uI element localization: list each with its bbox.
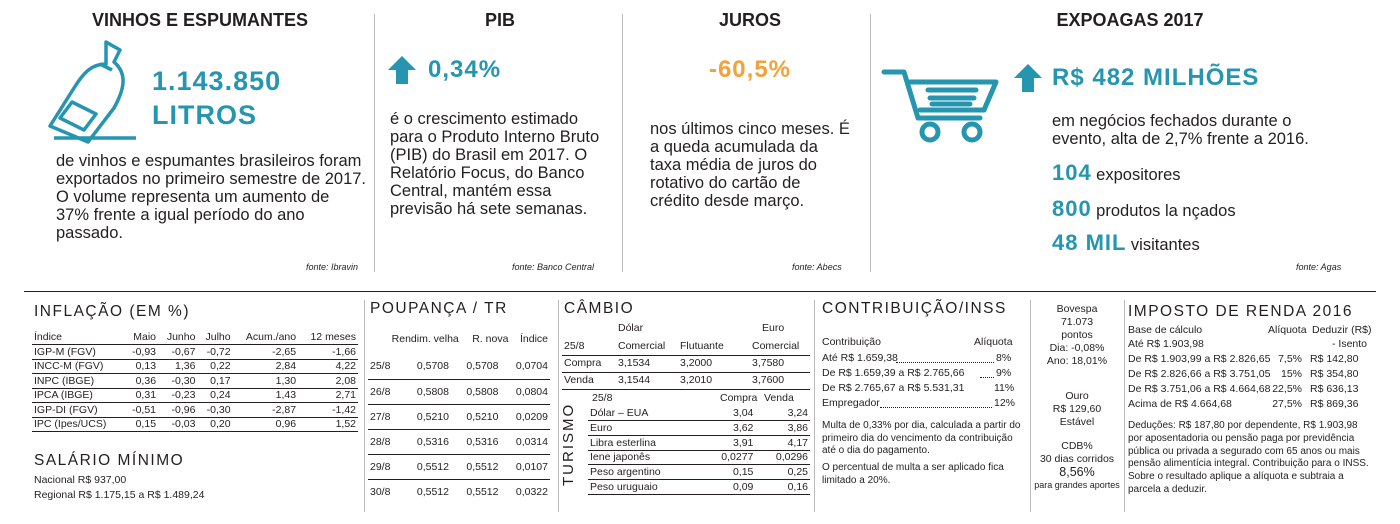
arrow-up-icon xyxy=(1012,62,1044,94)
expoagas-text: em negócios fechados durante o evento, alta de 2,7% frente a 2016. xyxy=(1052,112,1309,148)
inflacao-title: INFLAÇÃO (EM %) xyxy=(34,303,190,320)
inss-aliquota-header: Alíquota xyxy=(974,336,1013,348)
inss-note-1: Multa de 0,33% por dia, calculada a partir do primeiro dia do vencimento da contribuição até o dia do pagamento. xyxy=(822,420,1021,456)
table-row xyxy=(32,374,358,389)
table-row xyxy=(32,345,358,360)
arrow-up-icon xyxy=(386,54,418,86)
cambio-cell: 3,7580 xyxy=(752,357,785,369)
table-header xyxy=(32,330,358,345)
stat-label: expositores xyxy=(1096,166,1181,184)
stat-label: produtos la nçados xyxy=(1096,202,1236,220)
ir-note: Deduções: R$ 187,80 por dependente, R$ 1.903,98 por aposentadoria ou pensão paga por previdência pública ou privada a segurado com 65 anos ou mais pensão alimentícia integral. Contribuição para o INSS. Sobre o resultado aplique a alíquota e subtraia a parcela a deduzir. xyxy=(1128,420,1369,495)
juros-title: JUROS xyxy=(718,10,781,30)
cell: -0,72 xyxy=(197,345,232,360)
column-header: Índice xyxy=(32,330,124,345)
turismo-label: TURISMO xyxy=(560,402,577,486)
ir-row-deduzir: R$ 636,13 xyxy=(1310,383,1359,395)
cell: 0,96 xyxy=(233,417,299,432)
cell: 0,5316 xyxy=(451,429,501,454)
cell: Libra esterlina xyxy=(588,435,701,450)
cell: 0,09 xyxy=(701,479,756,494)
turismo-compra-header: Compra xyxy=(720,392,758,404)
ir-row-deduzir: R$ 869,36 xyxy=(1310,398,1359,410)
cell: 0,0277 xyxy=(701,450,756,465)
cell: Peso uruguaio xyxy=(588,479,701,494)
bovespa-year: Ano: 18,01% xyxy=(1046,355,1108,367)
wine-bottle-icon xyxy=(44,38,140,144)
pib-source: fonte: Banco Central xyxy=(512,262,595,272)
expoagas-value: R$ 482 MILHÕES xyxy=(1052,64,1260,91)
cell: 1,30 xyxy=(233,374,299,389)
table-row xyxy=(588,406,810,421)
inss-row-label: Até R$ 1.659,38 xyxy=(822,352,898,364)
column-header: Rendim. velha xyxy=(391,333,459,345)
vinhos-text: de vinhos e espumantes brasileiros foram exportados no primeiro semestre de 2017. O volume representa um aumento de 37% frente a igual período do ano passado. xyxy=(56,152,367,242)
stat-value: 800 xyxy=(1052,196,1092,221)
cell: 0,0296 xyxy=(755,450,810,465)
cambio-euro-header: Euro xyxy=(762,322,785,334)
cell: IPCA (IBGE) xyxy=(32,388,124,403)
cell: 28/8 xyxy=(368,429,401,454)
cell: 0,5210 xyxy=(451,404,501,429)
table-row xyxy=(32,359,358,374)
cell: 3,04 xyxy=(701,406,756,421)
cell: 0,16 xyxy=(755,479,810,494)
cell: INCC-M (FGV) xyxy=(32,359,124,374)
cell: 0,5512 xyxy=(416,485,449,498)
cell: 2,84 xyxy=(233,359,299,374)
table-row xyxy=(588,435,810,450)
cell: 0,5708 xyxy=(401,354,451,379)
juros-value: -60,5% xyxy=(708,56,792,83)
inflacao-table xyxy=(32,330,358,432)
cell: 2,71 xyxy=(298,388,358,403)
ouro-label: Ouro xyxy=(1065,390,1089,402)
cell: 29/8 xyxy=(368,454,401,479)
cell: 0,5512 xyxy=(401,454,451,479)
pib-text: é o crescimento estimado para o Produto Interno Bruto (PIB) do Brasil em 2017. O Relatório Focus, do Banco Central, mantém essa previsão há sete semanas. xyxy=(390,110,600,218)
table-row xyxy=(368,379,550,404)
table-row xyxy=(32,388,358,403)
cell: 3,86 xyxy=(755,421,810,436)
column-header: 12 meses xyxy=(298,330,358,345)
cell: Peso argentino xyxy=(588,465,701,480)
inss-row-label: Empregador xyxy=(822,397,880,409)
ir-title: IMPOSTO DE RENDA 2016 xyxy=(1128,303,1354,320)
table-row xyxy=(588,421,810,436)
vinhos-unit: LITROS xyxy=(152,100,257,130)
expoagas-stat xyxy=(1052,160,1181,186)
cell: 0,15 xyxy=(124,417,158,432)
cell: 0,0322 xyxy=(515,485,548,498)
cdb-value: 8,56% xyxy=(1059,465,1095,479)
expoagas-stat xyxy=(1052,230,1200,256)
ir-row-deduzir: R$ 142,80 xyxy=(1310,353,1359,365)
table-header xyxy=(368,328,550,350)
inss-row-label: De R$ 2.765,67 a R$ 5.531,31 xyxy=(822,382,965,394)
cell: 0,31 xyxy=(124,388,158,403)
pib-title: PIB xyxy=(484,10,515,30)
cell: 3,24 xyxy=(755,406,810,421)
turismo-table xyxy=(588,406,810,495)
table-row xyxy=(368,429,550,454)
ir-row-base: Acima de R$ 4.664,68 xyxy=(1128,398,1232,410)
cell: -0,23 xyxy=(158,388,197,403)
inss-row-value: 12% xyxy=(994,397,1016,409)
column-header: Acum./ano xyxy=(233,330,299,345)
cell: 0,5808 xyxy=(451,379,501,404)
poupanca-table xyxy=(368,328,550,350)
salario-nacional: Nacional R$ 937,00 xyxy=(34,474,127,486)
cdb-note: para grandes aportes xyxy=(1034,480,1120,490)
juros-text: nos últimos cinco meses. É a queda acumulada da taxa média de juros do rotativo do cartão de crédito desde março. xyxy=(650,120,850,210)
cell: -0,03 xyxy=(158,417,197,432)
cell: Iene japonês xyxy=(588,450,701,465)
cambio-row-label: Compra xyxy=(564,357,602,369)
cell: 30/8 xyxy=(370,485,391,498)
cell: 3,91 xyxy=(701,435,756,450)
cell: 26/8 xyxy=(368,379,401,404)
cell: -0,30 xyxy=(158,374,197,389)
expoagas-stat xyxy=(1052,196,1236,222)
cell: -1,42 xyxy=(298,403,358,418)
cell: 1,43 xyxy=(233,388,299,403)
poupanca-rows xyxy=(368,354,550,504)
table-row xyxy=(32,403,358,418)
inss-title: CONTRIBUIÇÃO/INSS xyxy=(822,300,1007,317)
cell: 3,62 xyxy=(701,421,756,436)
vinhos-value: 1.143.850 xyxy=(152,66,282,96)
table-row xyxy=(368,354,550,379)
bovespa-unit: pontos xyxy=(1061,329,1093,341)
cambio-cell: 3,2010 xyxy=(680,374,713,386)
cambio-dolar-header: Dólar xyxy=(618,322,644,334)
ir-row-deduzir: - Isento xyxy=(1332,338,1368,350)
inss-note-2: O percentual de multa a ser aplicado fica limitado a 20%. xyxy=(822,462,1004,486)
table-row xyxy=(588,465,810,480)
vinhos-source: fonte: Ibravin xyxy=(306,262,359,272)
ouro-block xyxy=(1034,390,1120,429)
column-header: Julho xyxy=(197,330,232,345)
bovespa-block xyxy=(1034,303,1120,368)
turismo-date: 25/8 xyxy=(592,392,613,404)
cell: IGP-M (FGV) xyxy=(32,345,124,360)
cell: 0,5512 xyxy=(466,485,499,498)
ir-aliquota-header: Alíquota xyxy=(1268,324,1307,336)
cambio-comercial-header: Comercial xyxy=(618,340,666,352)
column-header: Maio xyxy=(124,330,158,345)
cell: 0,5316 xyxy=(401,429,451,454)
cell: 4,22 xyxy=(298,359,358,374)
table-row xyxy=(368,479,550,504)
juros-source: fonte: Abecs xyxy=(792,262,842,272)
cell: Dólar – EUA xyxy=(588,406,701,421)
stat-label: visitantes xyxy=(1130,236,1200,254)
cell: INPC (IBGE) xyxy=(32,374,124,389)
cell: 0,15 xyxy=(701,465,756,480)
cell: -0,93 xyxy=(124,345,158,360)
cell: 0,22 xyxy=(197,359,232,374)
column-header: R. nova xyxy=(472,333,509,345)
cdb-block xyxy=(1032,440,1122,492)
cell: 0,5808 xyxy=(401,379,451,404)
stat-value: 104 xyxy=(1052,160,1092,185)
bovespa-label: Bovespa xyxy=(1056,303,1098,315)
ir-row-base: De R$ 2.826,66 a R$ 3.751,05 xyxy=(1128,368,1271,380)
cell: IGP-DI (FGV) xyxy=(32,403,124,418)
bovespa-day: Dia: -0,08% xyxy=(1049,342,1105,354)
expoagas-source: fonte: Agas xyxy=(1296,262,1342,272)
cell: -0,30 xyxy=(197,403,232,418)
cell: 0,0804 xyxy=(500,379,550,404)
table-row xyxy=(368,454,550,479)
cell: 0,20 xyxy=(197,417,232,432)
cell: 0,24 xyxy=(197,388,232,403)
table-row xyxy=(368,404,550,429)
cell: 1,36 xyxy=(158,359,197,374)
ir-row-aliquota: 27,5% xyxy=(1272,398,1302,410)
table-row xyxy=(32,417,358,432)
cambio-cell: 3,1544 xyxy=(618,374,651,386)
inss-contrib-header: Contribuição xyxy=(822,336,881,348)
ir-row-base: De R$ 3.751,06 a R$ 4.664,68 xyxy=(1128,383,1271,395)
column-header: Índice xyxy=(519,333,548,345)
vinhos-title: VINHOS E ESPUMANTES xyxy=(91,10,309,30)
turismo-venda-header: Venda xyxy=(764,392,794,404)
cell: 0,0314 xyxy=(500,429,550,454)
cell: -1,66 xyxy=(298,345,358,360)
cell: 0,0107 xyxy=(500,454,550,479)
cell: -0,96 xyxy=(158,403,197,418)
cambio-comercial2-header: Comercial xyxy=(752,340,800,352)
cell: -2,65 xyxy=(233,345,299,360)
salario-title: SALÁRIO MÍNIMO xyxy=(34,452,185,469)
cell: 0,5512 xyxy=(451,454,501,479)
cell: -0,51 xyxy=(124,403,158,418)
cell: 0,5210 xyxy=(401,404,451,429)
ir-row-base: Até R$ 1.903,98 xyxy=(1128,338,1204,350)
inss-row-label: De R$ 1.659,39 a R$ 2.765,66 xyxy=(822,367,965,379)
cell: 0,0209 xyxy=(500,404,550,429)
stat-value: 48 MIL xyxy=(1052,230,1127,255)
cdb-period: 30 dias corridos xyxy=(1039,453,1115,465)
table-row xyxy=(588,450,810,465)
poupanca-title: POUPANÇA / TR xyxy=(370,300,508,317)
inss-row-value: 9% xyxy=(996,367,1012,379)
cell: 0,17 xyxy=(197,374,232,389)
ir-row-deduzir: R$ 354,80 xyxy=(1310,368,1359,380)
cell: 25/8 xyxy=(368,354,401,379)
cambio-flutuante-header: Flutuante xyxy=(680,340,724,352)
ir-row-aliquota: 22,5% xyxy=(1272,383,1302,395)
cambio-cell: 3,2000 xyxy=(680,357,713,369)
ouro-status: Estável xyxy=(1059,416,1095,428)
cambio-date: 25/8 xyxy=(564,340,585,352)
cell: Euro xyxy=(588,421,701,436)
cell: 0,25 xyxy=(755,465,810,480)
cell: IPC (Ipes/UCS) xyxy=(32,417,124,432)
inss-row-value: 11% xyxy=(994,382,1015,394)
shopping-cart-icon xyxy=(880,60,1002,144)
cambio-cell: 3,1534 xyxy=(618,357,651,369)
inss-row-value: 8% xyxy=(996,352,1012,364)
ir-row-aliquota: 15% xyxy=(1280,368,1302,380)
column-header: Junho xyxy=(158,330,197,345)
ir-row-base: De R$ 1.903,99 a R$ 2.826,65 xyxy=(1128,353,1271,365)
cell: -0,67 xyxy=(158,345,197,360)
cell: 0,13 xyxy=(124,359,158,374)
ir-base-header: Base de cálculo xyxy=(1128,324,1203,336)
ouro-value: R$ 129,60 xyxy=(1052,403,1102,415)
cambio-row-label: Venda xyxy=(564,374,594,386)
cell: -2,87 xyxy=(233,403,299,418)
cell: 4,17 xyxy=(755,435,810,450)
cell: 27/8 xyxy=(368,404,401,429)
cambio-cell: 3,7600 xyxy=(752,374,785,386)
ir-row-aliquota: 7,5% xyxy=(1278,353,1302,365)
cell: 1,52 xyxy=(298,417,358,432)
cell: 0,36 xyxy=(124,374,158,389)
cdb-label: CDB% xyxy=(1061,440,1093,452)
cambio-title: CÂMBIO xyxy=(564,300,635,317)
cell: 2,08 xyxy=(298,374,358,389)
table-row xyxy=(588,479,810,494)
expoagas-title: EXPOAGAS 2017 xyxy=(1056,10,1204,30)
cell: 0,0704 xyxy=(500,354,550,379)
ir-deduzir-header: Deduzir (R$) xyxy=(1312,324,1372,336)
pib-value: 0,34% xyxy=(428,56,502,83)
bovespa-points: 71.073 xyxy=(1060,316,1094,328)
salario-regional: Regional R$ 1.175,15 a R$ 1.489,24 xyxy=(34,489,205,501)
cell: 0,5708 xyxy=(451,354,501,379)
